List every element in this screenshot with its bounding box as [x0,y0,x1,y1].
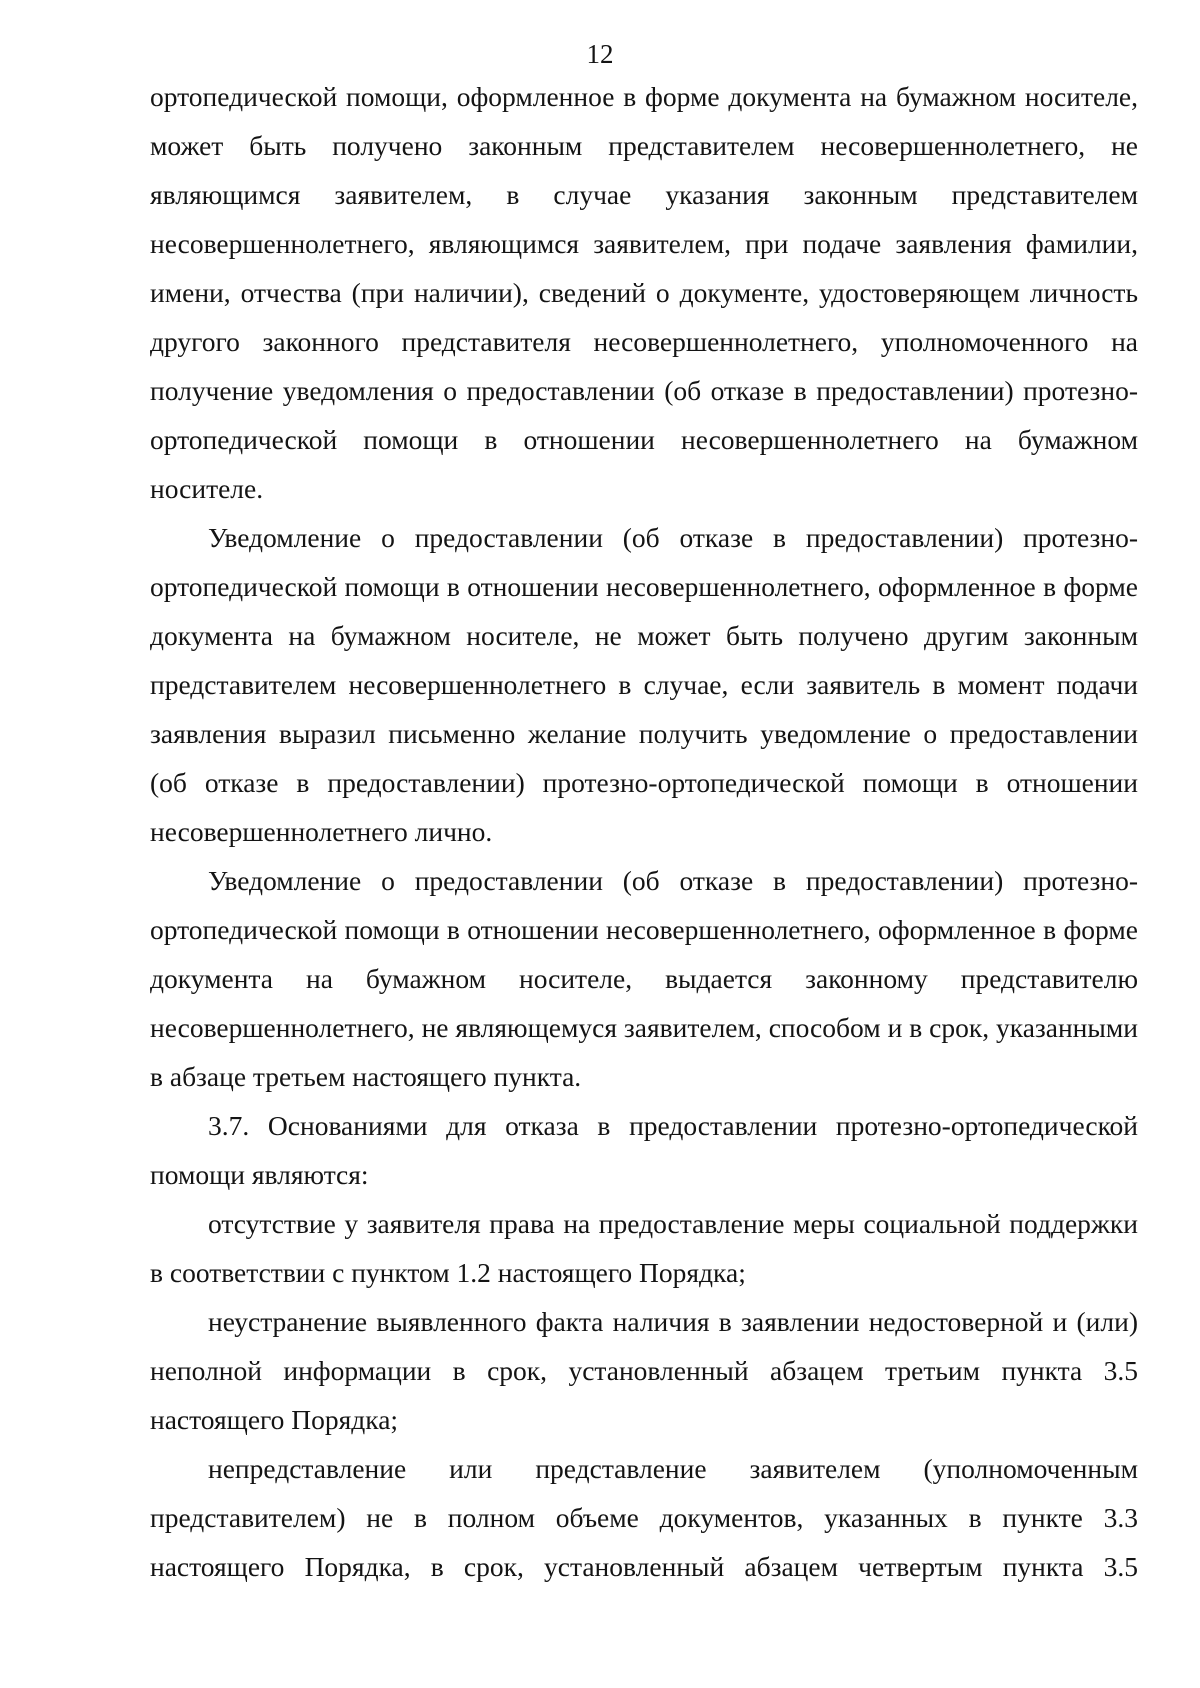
paragraph-continuation: ортопедической помощи, оформленное в форме документа на бумажном носителе, может быть получено законным представителем несовершеннолетнего, не являющимся заявителем, в случае указания законным представителем несовершеннолетнего, являющимся заявителем, при подаче заявления фамилии, имени, отчества (при наличии), сведений о документе, удостоверяющем личность другого законного представителя несовершеннолетнего, уполномоченного на получение уведомления о предоставлении (об отказе в предоставлении) протезно-ортопедической помощи в отношении несовершеннолетнего на бумажном носителе. [150,81,1138,504]
paragraph-notice-issuance: Уведомление о предоставлении (об отказе в предоставлении) протезно-ортопедической помощи в отношении несовершеннолетнего, оформленное в форме документа на бумажном носителе, выдается законному представителю несовершеннолетнего, не являющемуся заявителем, способом и в срок, указанными в абзаце третьем настоящего пункта. [150,865,1138,1092]
paragraph-ground-missing-documents: непредставление или представление заявителем (уполномоченным представителем) не в полном объеме документов, указанных в пункте 3.3 настоящего Порядка, в срок, установленный абзацем четвертым пункта 3.5 [150,1453,1138,1582]
paragraph-notice-refusal: Уведомление о предоставлении (об отказе в предоставлении) протезно-ортопедической помощи в отношении несовершеннолетнего, оформленное в форме документа на бумажном носителе, не может быть получено другим законным представителем несовершеннолетнего в случае, если заявитель в момент подачи заявления выразил письменно желание получить уведомление о предоставлении (об отказе в предоставлении) протезно-ортопедической помощи в отношении несовершеннолетнего лично. [150,522,1138,847]
paragraph-ground-inaccurate-info: неустранение выявленного факта наличия в заявлении недостоверной и (или) неполной информации в срок, установленный абзацем третьим пункта 3.5 настоящего Порядка; [150,1306,1138,1435]
page-number: 12 [586,39,614,69]
paragraph-refusal-grounds-heading: 3.7. Основаниями для отказа в предоставлении протезно-ортопедической помощи являются: [150,1110,1138,1190]
document-body [150,72,1138,1591]
paragraph-ground-no-right: отсутствие у заявителя права на предоставление меры социальной поддержки в соответствии с пунктом 1.2 настоящего Порядка; [150,1208,1138,1288]
